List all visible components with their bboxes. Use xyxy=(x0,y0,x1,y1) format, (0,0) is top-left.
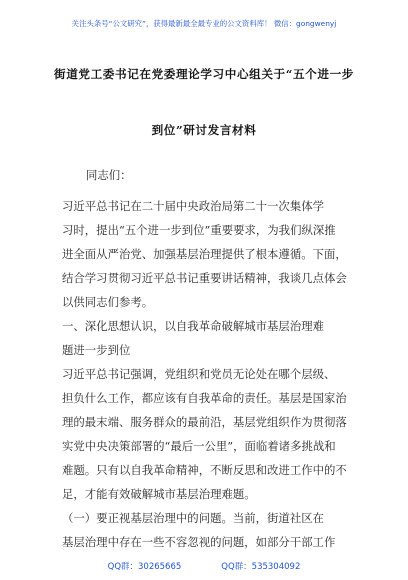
body-line: 担负什么工作，都应该有自我革命的责任。基层是国家治 xyxy=(62,391,347,405)
body-line: 基层治理中存在一些不容忽视的问题，如部分干部工作 xyxy=(62,535,336,549)
body-line: 结合学习贯彻习近平总书记重要讲话精神，我谈几点体会 xyxy=(62,271,347,285)
body-line: 习近平总书记在二十届中央政治局第二十一次集体学 xyxy=(62,199,324,213)
document-title-line-2: 到位”研讨发言材料 xyxy=(151,123,257,137)
section-heading-line: 一、深化思想认识，以自我革命破解城市基层治理难 xyxy=(62,319,324,333)
body-line: 习近平总书记强调，党组织和党员无论处在哪个层级、 xyxy=(62,367,336,381)
body-line: 足，才能有效破解城市基层治理难题。 xyxy=(62,487,256,501)
body-line: 进全面从严治党、加强基层治理提供了根本遵循。下面， xyxy=(62,247,347,261)
body-line: 难题。只有以自我革命精神，不断反思和改进工作中的不 xyxy=(62,463,347,477)
body-line: 习时，提出“五个进一步到位”重要要求，为我们纵深推 xyxy=(62,223,336,237)
document-title-line-1: 街道党工委书记在党委理论学习中心组关于“五个进一步 xyxy=(54,67,354,81)
section-heading-line: 题进一步到位 xyxy=(62,343,131,357)
body-line: 以供同志们参考。 xyxy=(62,295,154,309)
body-line: 理的最末端、服务群众的最前沿，基层党组织作为贯彻落 xyxy=(62,415,347,429)
footer-qq-group-1: QQ群：30265665 xyxy=(107,562,182,572)
footer-qq-group-2: QQ群：535304092 xyxy=(221,562,301,572)
header-banner: 关注头条号“公文研究”，获得最新最全最专业的公文资料库！ 微信：gongwenyj xyxy=(71,19,337,28)
body-line: 实党中央决策部署的“最后一公里”，面临着诸多挑战和 xyxy=(62,439,336,453)
salutation: 同志们： xyxy=(86,168,132,182)
footer xyxy=(0,560,408,572)
subsection-line: （一）要正视基层治理中的问题。当前，街道社区在 xyxy=(62,511,324,525)
